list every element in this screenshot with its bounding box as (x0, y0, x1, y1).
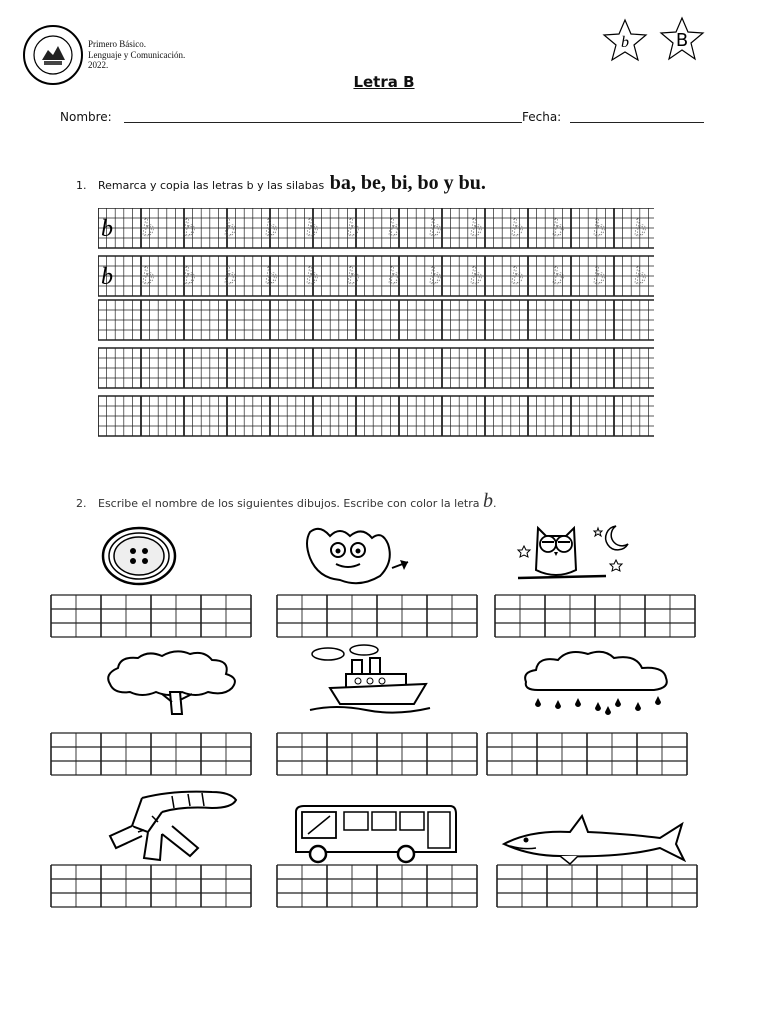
shark-icon (500, 814, 686, 866)
exercise-2-number: 2. (76, 497, 87, 510)
trace-letter-b: b (511, 264, 523, 290)
rain-cloud-icon (518, 648, 678, 716)
subject-label: Lenguaje y Comunicación. (88, 49, 186, 60)
year-label: 2022. (88, 60, 109, 70)
trace-letter-b: b (552, 264, 564, 290)
trace-letter-b: b (224, 264, 236, 290)
trace-letter-b: b (634, 264, 646, 290)
star-letter-lower: b (621, 34, 629, 51)
exercise-1-syllables: ba, be, bi, bo y bu. (329, 172, 486, 194)
trace-letter-b: b (183, 216, 195, 242)
trace-letter-b: b (593, 216, 605, 242)
trace-letter-b: b (347, 216, 359, 242)
page-title: Letra B (353, 73, 415, 91)
tree-icon (100, 648, 248, 716)
nombre-label: Nombre: (60, 110, 112, 124)
trace-letter-b: b (429, 216, 441, 242)
header-info (88, 39, 185, 71)
trace-letter-b: b (142, 264, 154, 290)
exercise-1-instruction (76, 172, 486, 195)
answer-grid-boat[interactable] (276, 732, 478, 776)
trace-letter-b: b (552, 216, 564, 242)
trace-letter-b: b (142, 216, 154, 242)
button-icon (100, 526, 178, 586)
trace-letter-b: b (183, 264, 195, 290)
answer-grid-beard[interactable] (276, 594, 478, 638)
trace-letter-b: b (265, 216, 277, 242)
answer-grid-cloud[interactable] (486, 732, 688, 776)
trace-letter-b: b (265, 264, 277, 290)
answer-grid-scarf[interactable] (50, 864, 252, 908)
letter-stars-decoration (598, 14, 713, 74)
trace-letter-b: b (429, 264, 441, 290)
bus-icon (290, 804, 460, 866)
trace-letter-b: b (470, 264, 482, 290)
boat-icon (306, 644, 434, 716)
answer-grid-bus[interactable] (276, 864, 478, 908)
answer-grid-owl[interactable] (494, 594, 696, 638)
star-letter-upper: B (675, 30, 689, 51)
exercise-2-letter: b (483, 490, 493, 512)
model-letter-b: b (101, 264, 113, 290)
trace-letter-b: b (470, 216, 482, 242)
trace-letter-b: b (593, 264, 605, 290)
answer-grid-shark[interactable] (496, 864, 698, 908)
answer-grid-button[interactable] (50, 594, 252, 638)
trace-letter-b: b (347, 264, 359, 290)
trace-letter-b: b (306, 264, 318, 290)
fecha-line[interactable] (570, 122, 704, 123)
exercise-1-number: 1. (76, 179, 87, 192)
beard-face-icon (300, 522, 416, 586)
scarf-icon (102, 786, 240, 864)
nombre-line[interactable] (124, 122, 522, 123)
exercise-2-text: Escribe el nombre de los siguientes dibujos. Escribe con color la letra (98, 497, 483, 510)
trace-letter-b: b (511, 216, 523, 242)
exercise-1-writing-grid[interactable] (98, 208, 656, 442)
trace-letter-b: b (224, 216, 236, 242)
exercise-2-instruction: 2. Escribe el nombre de los siguientes dibujos. Escribe con color la letra b. (76, 490, 497, 512)
model-letter-b: b (101, 216, 113, 242)
owl-icon (516, 520, 636, 586)
fecha-label: Fecha: (522, 110, 562, 124)
trace-letter-b: b (306, 216, 318, 242)
trace-letter-b: b (388, 264, 400, 290)
trace-letter-b: b (388, 216, 400, 242)
answer-grid-tree[interactable] (50, 732, 252, 776)
trace-letter-b: b (634, 216, 646, 242)
exercise-1-text: Remarca y copia las letras b y las silabas (98, 179, 328, 192)
grade-label: Primero Básico. (88, 39, 146, 49)
